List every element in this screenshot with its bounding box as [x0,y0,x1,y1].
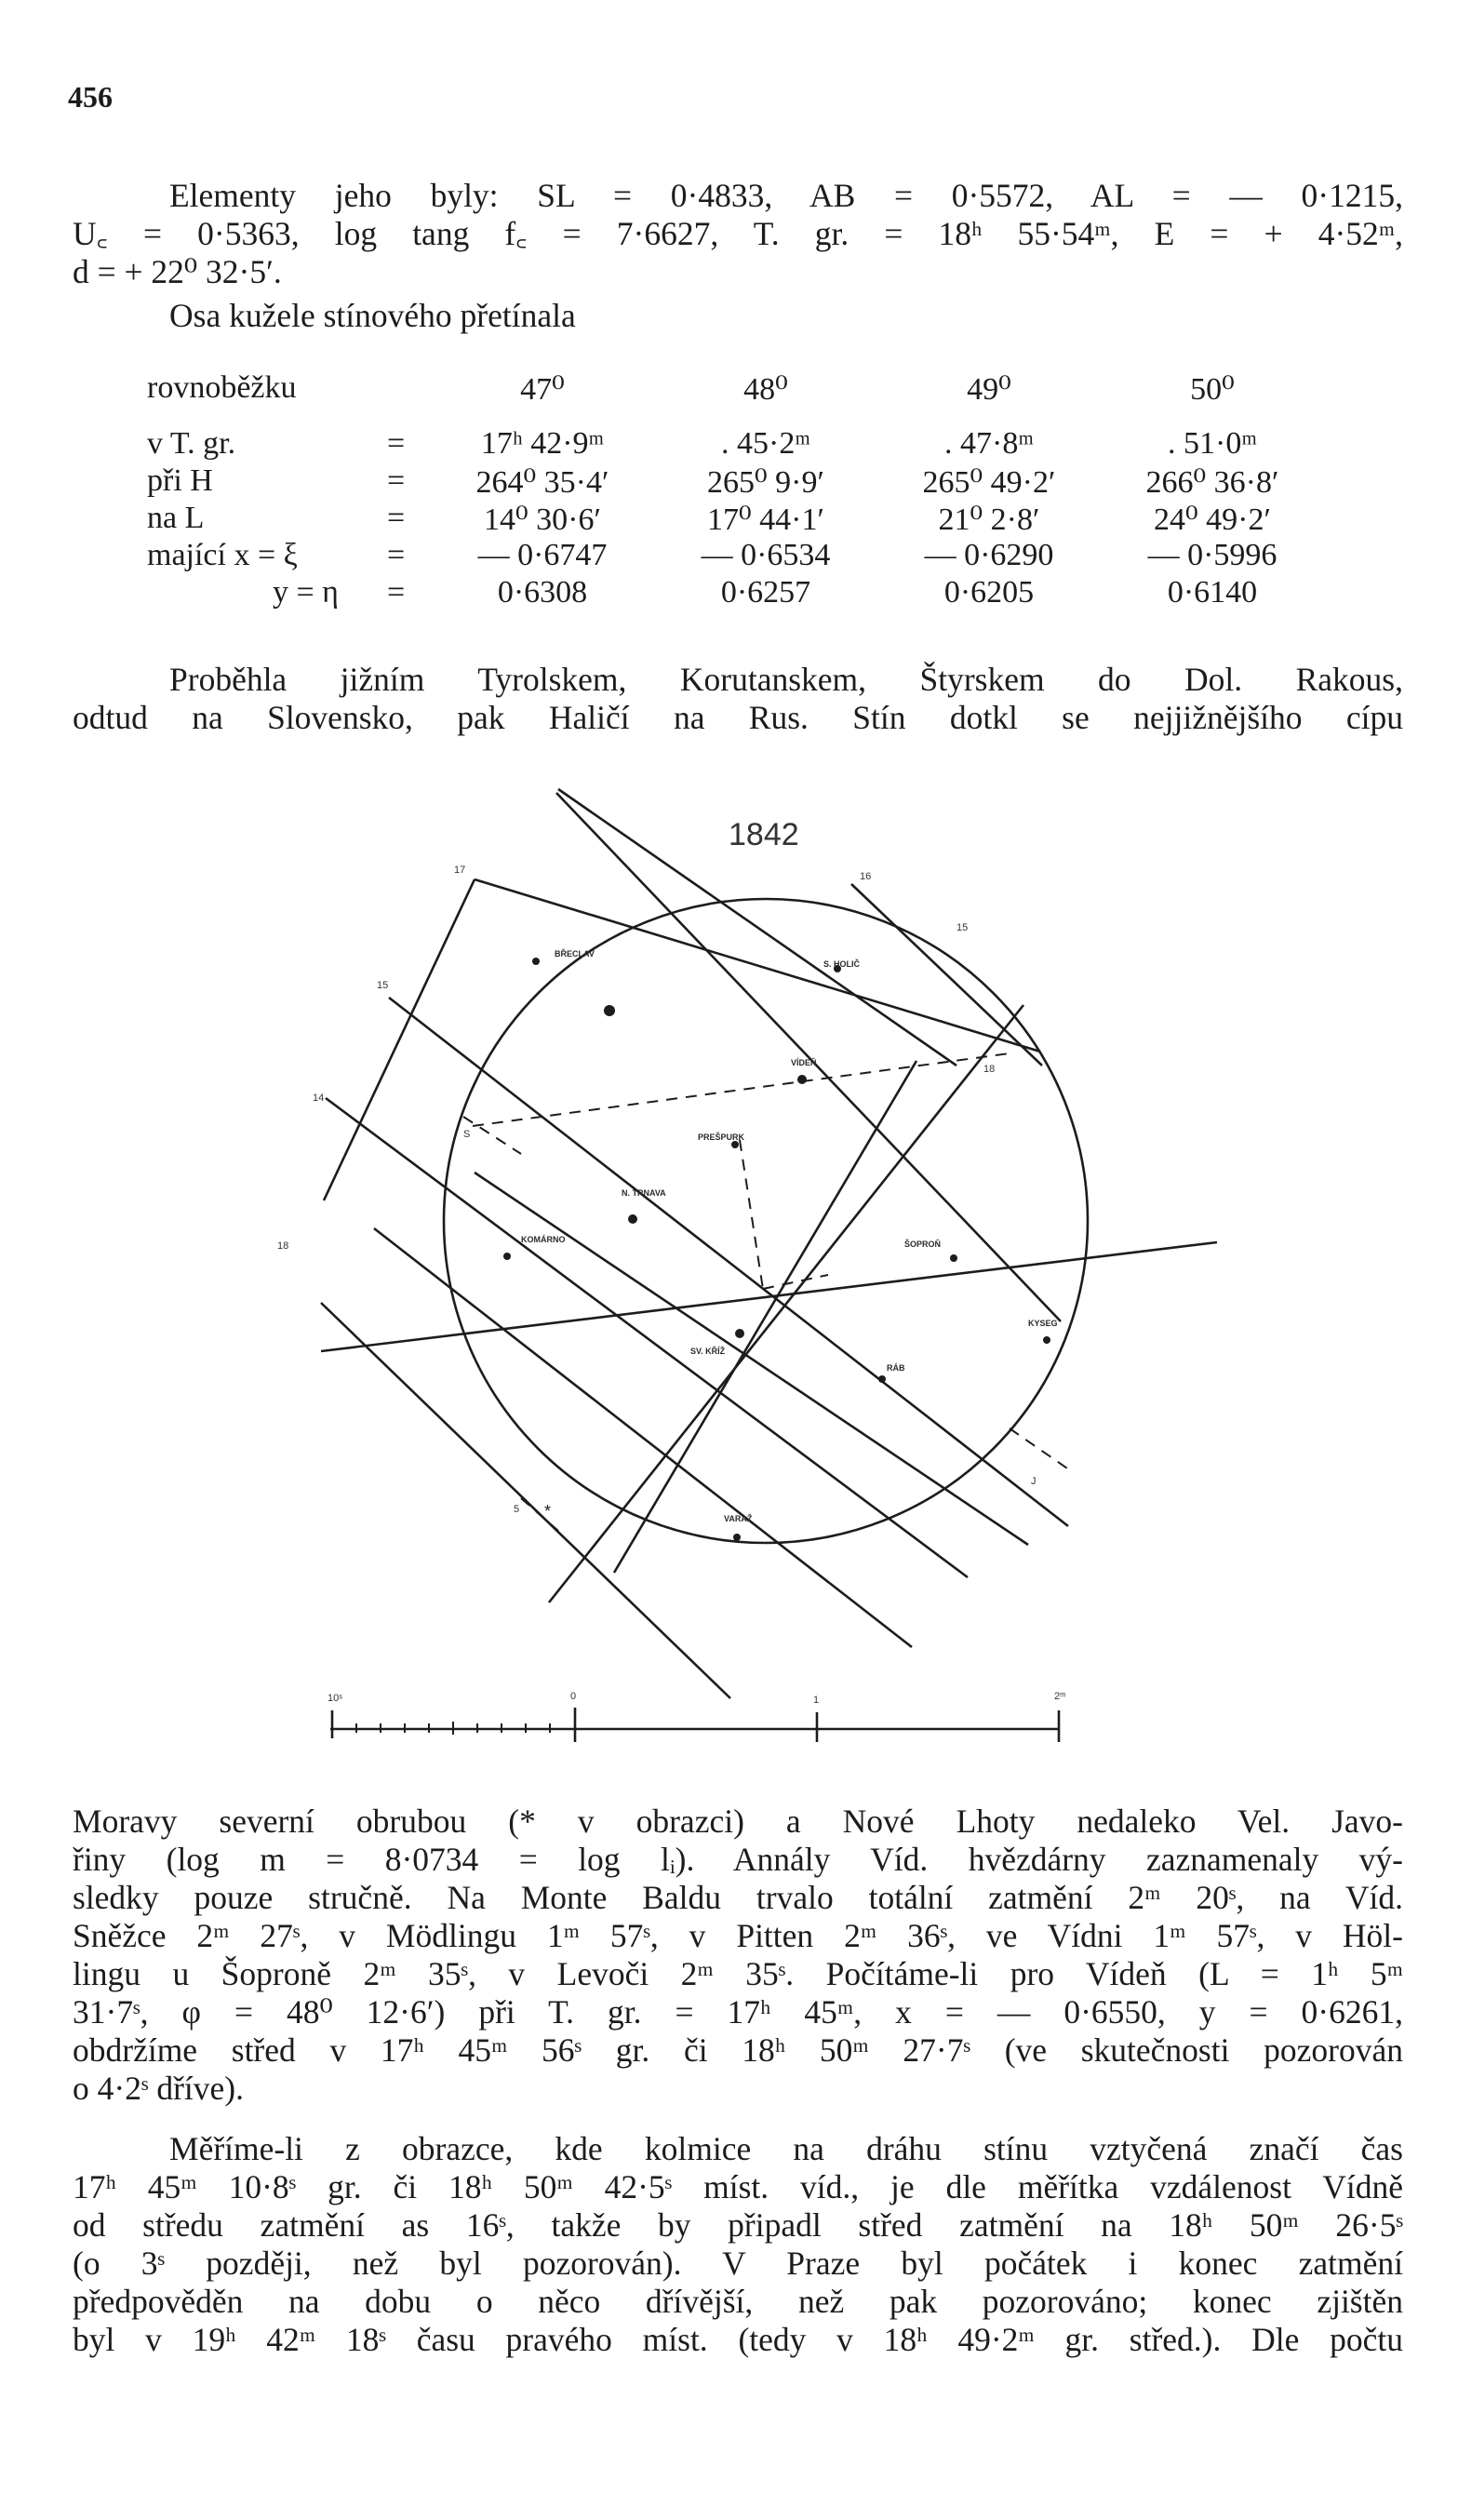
place-dot [950,1254,957,1262]
dashed-line [521,1498,558,1531]
main-line: o 4·2ˢ dříve). [73,2070,245,2107]
place-label: VARAŽ [724,1514,753,1523]
place-label: SV. KŘÍŽ [690,1347,726,1356]
table-column-header: 47⁰ [520,372,565,407]
edge-mark: 14 [313,1092,325,1104]
place-dot [1043,1336,1050,1344]
table-cell: 0·6205 [943,575,1035,610]
table-column-header: 49⁰ [967,372,1011,407]
place-label: ŠOPROŇ [904,1240,942,1249]
intro-line: Elementy jeho byly: SL = 0·4833, AB = 0·5572, AL = — 0·1215, [169,177,1403,214]
table-cell: 266⁰ 36·8′ [1145,465,1279,500]
meridian-line [326,1098,968,1577]
table-cell: — 0·5996 [1147,538,1277,572]
table-cell: 17ʰ 42·9ᵐ [480,426,605,461]
intro-line: U꜀ = 0·5363, log tang f꜀ = 7·6627, T. gr. = 18ʰ 55·54ᵐ, E = + 4·52ᵐ, [73,215,1403,252]
edge-mark: S [463,1129,471,1140]
place-label: BŘECLAV [555,949,595,958]
map-circle [444,899,1088,1543]
row-label: v T. gr. [147,426,236,461]
page-number: 456 [68,80,113,114]
main-line: 31·7ˢ, φ = 48⁰ 12·6′) při T. gr. = 17ʰ 45ᵐ, x = — 0·6550, y = 0·6261, [73,1993,1403,2031]
last-line: předpověděn na dobu o něco dřívější, než pak pozorováno; konec zjištěn [73,2283,1403,2320]
place-dot [878,1375,886,1383]
place-dot [532,958,540,965]
place-dot [628,1214,637,1224]
isochrone-line [549,1005,1023,1602]
place-label: S. HOLIČ [823,959,861,969]
main-line: obdržíme střed v 17ʰ 45ᵐ 56ˢ gr. či 18ʰ 50ᵐ 27·7ˢ (ve skutečnosti pozorován [73,2031,1403,2069]
row-equals: = [387,501,406,535]
last-line: od středu zatmění as 16ˢ, takže by připadl střed zatmění na 18ʰ 50ᵐ 26·5ˢ [73,2206,1403,2244]
main-line: řiny (log m = 8·0734 = log lᵢ). Annály Víd. hvězdárny zaznamenaly vý- [73,1841,1403,1878]
shadow-path-line [851,884,1042,1066]
path-line: Proběhla jižním Tyrolskem, Korutanskem, Štyrskem do Dol. Rakous, [169,661,1403,698]
table-cell: 14⁰ 30·6′ [484,503,601,537]
place-label: KOMÁRNO [521,1235,566,1244]
last-line: (o 3ˢ později, než byl pozorován). V Praze byl počátek i konec zatmění [73,2245,1403,2282]
table-cell: — 0·6534 [701,538,831,572]
scale-label: 0 [570,1691,577,1702]
table-cell: 24⁰ 49·2′ [1154,503,1271,537]
table-cell: 265⁰ 49·2′ [922,465,1056,500]
edge-mark: 18 [983,1064,996,1075]
main-line: Sněžce 2ᵐ 27ˢ, v Mödlingu 1ᵐ 57ˢ, v Pitten 2ᵐ 36ˢ, ve Vídni 1ᵐ 57ˢ, v Höl- [73,1917,1403,1954]
shadow-path-line [374,1228,912,1647]
place-label: VÍDEŇ [791,1058,817,1067]
main-line: sledky pouze stručně. Na Monte Baldu trvalo totální zatmění 2ᵐ 20ˢ, na Víd. [73,1879,1403,1916]
place-dot [604,1005,615,1016]
table-cell: 264⁰ 35·4′ [475,465,609,500]
row-equals: = [387,426,406,461]
dashed-line [763,1275,828,1289]
table-cell: 21⁰ 2·8′ [938,503,1040,537]
scale-label: 1 [813,1695,820,1706]
table-cell: 17⁰ 44·1′ [707,503,824,537]
last-line: Měříme-li z obrazce, kde kolmice na dráhu stínu vztyčená značí čas [169,2130,1403,2167]
last-line: 17ʰ 45ᵐ 10·8ˢ gr. či 18ʰ 50ᵐ 42·5ˢ míst. víd., je dle měřítka vzdálenost Vídně [73,2168,1403,2205]
table-column-header: 48⁰ [743,372,788,407]
shadow-path-line [475,1173,1028,1545]
table-cell: 0·6140 [1167,575,1258,610]
place-dot [797,1075,807,1084]
table-cell: 0·6308 [497,575,588,610]
edge-mark: 17 [454,865,466,876]
main-line: lingu u Šoproně 2ᵐ 35ˢ, v Levoči 2ᵐ 35ˢ. Počítáme-li pro Vídeň (L = 1ʰ 5ᵐ [73,1955,1403,1992]
star-marker-icon: * [544,1502,552,1521]
place-dot [731,1141,739,1148]
dashed-line [740,1140,763,1289]
table-cell: . 51·0ᵐ [1168,426,1257,461]
place-label: N. TRNAVA [622,1188,666,1198]
edge-mark: 16 [860,871,872,882]
last-paragraph [73,2130,1403,2359]
dashed-line [1010,1428,1070,1470]
main-paragraph [73,1803,1403,2108]
table-cell: — 0·6290 [924,538,1054,572]
edge-mark: J [1031,1476,1037,1487]
row-equals: = [387,538,406,572]
scale-label: 2ᵐ [1054,1691,1066,1702]
meridian-line [321,1303,730,1698]
last-line: byl v 19ʰ 42ᵐ 18ˢ času pravého míst. (tedy v 18ʰ 49·2ᵐ gr. střed.). Dle počtu [73,2321,1403,2358]
dashed-line [473,1053,1010,1126]
meridian-line [475,879,1040,1052]
place-dot [733,1534,741,1541]
table-cell: . 45·2ᵐ [721,426,810,461]
figure-year-label: 1842 [729,817,799,852]
edge-mark: 15 [377,980,389,991]
place-dot [735,1329,744,1338]
table-cell: . 47·8ᵐ [944,426,1034,461]
place-dot [503,1253,511,1260]
place-label: KYSEG [1028,1319,1058,1328]
row-label: na L [147,501,205,535]
row-label: při H [147,463,213,498]
table-cell: 265⁰ 9·9′ [707,465,824,500]
intro-line: d = + 22⁰ 32·5′. [73,253,282,290]
table-cell: — 0·6747 [477,538,608,572]
dashed-line [463,1117,521,1154]
table-header-label: rovnoběžku [147,370,297,405]
row-label: mající x = ξ [147,538,298,572]
central-line [321,1242,1217,1351]
isochrone-line [614,1061,916,1573]
place-label: PREŠPURK [698,1133,745,1142]
main-line: Moravy severní obrubou (* v obrazci) a Nové Lhoty nedaleko Vel. Javo- [73,1803,1403,1840]
row-label: y = η [273,575,339,610]
edge-mark: 18 [277,1240,289,1252]
path-line: odtud na Slovensko, pak Haličí na Rus. Stín dotkl se nejjižnějšího cípu [73,699,1403,736]
scale-label: 10ˢ [328,1693,342,1704]
place-label: RÁB [887,1363,905,1373]
axis-line: Osa kužele stínového přetínala [169,297,576,334]
table-cell: 0·6257 [720,575,811,610]
row-equals: = [387,575,406,610]
row-equals: = [387,463,406,498]
edge-mark: 15 [956,922,969,933]
edge-mark: 5 [514,1504,520,1515]
table-column-header: 50⁰ [1190,372,1235,407]
